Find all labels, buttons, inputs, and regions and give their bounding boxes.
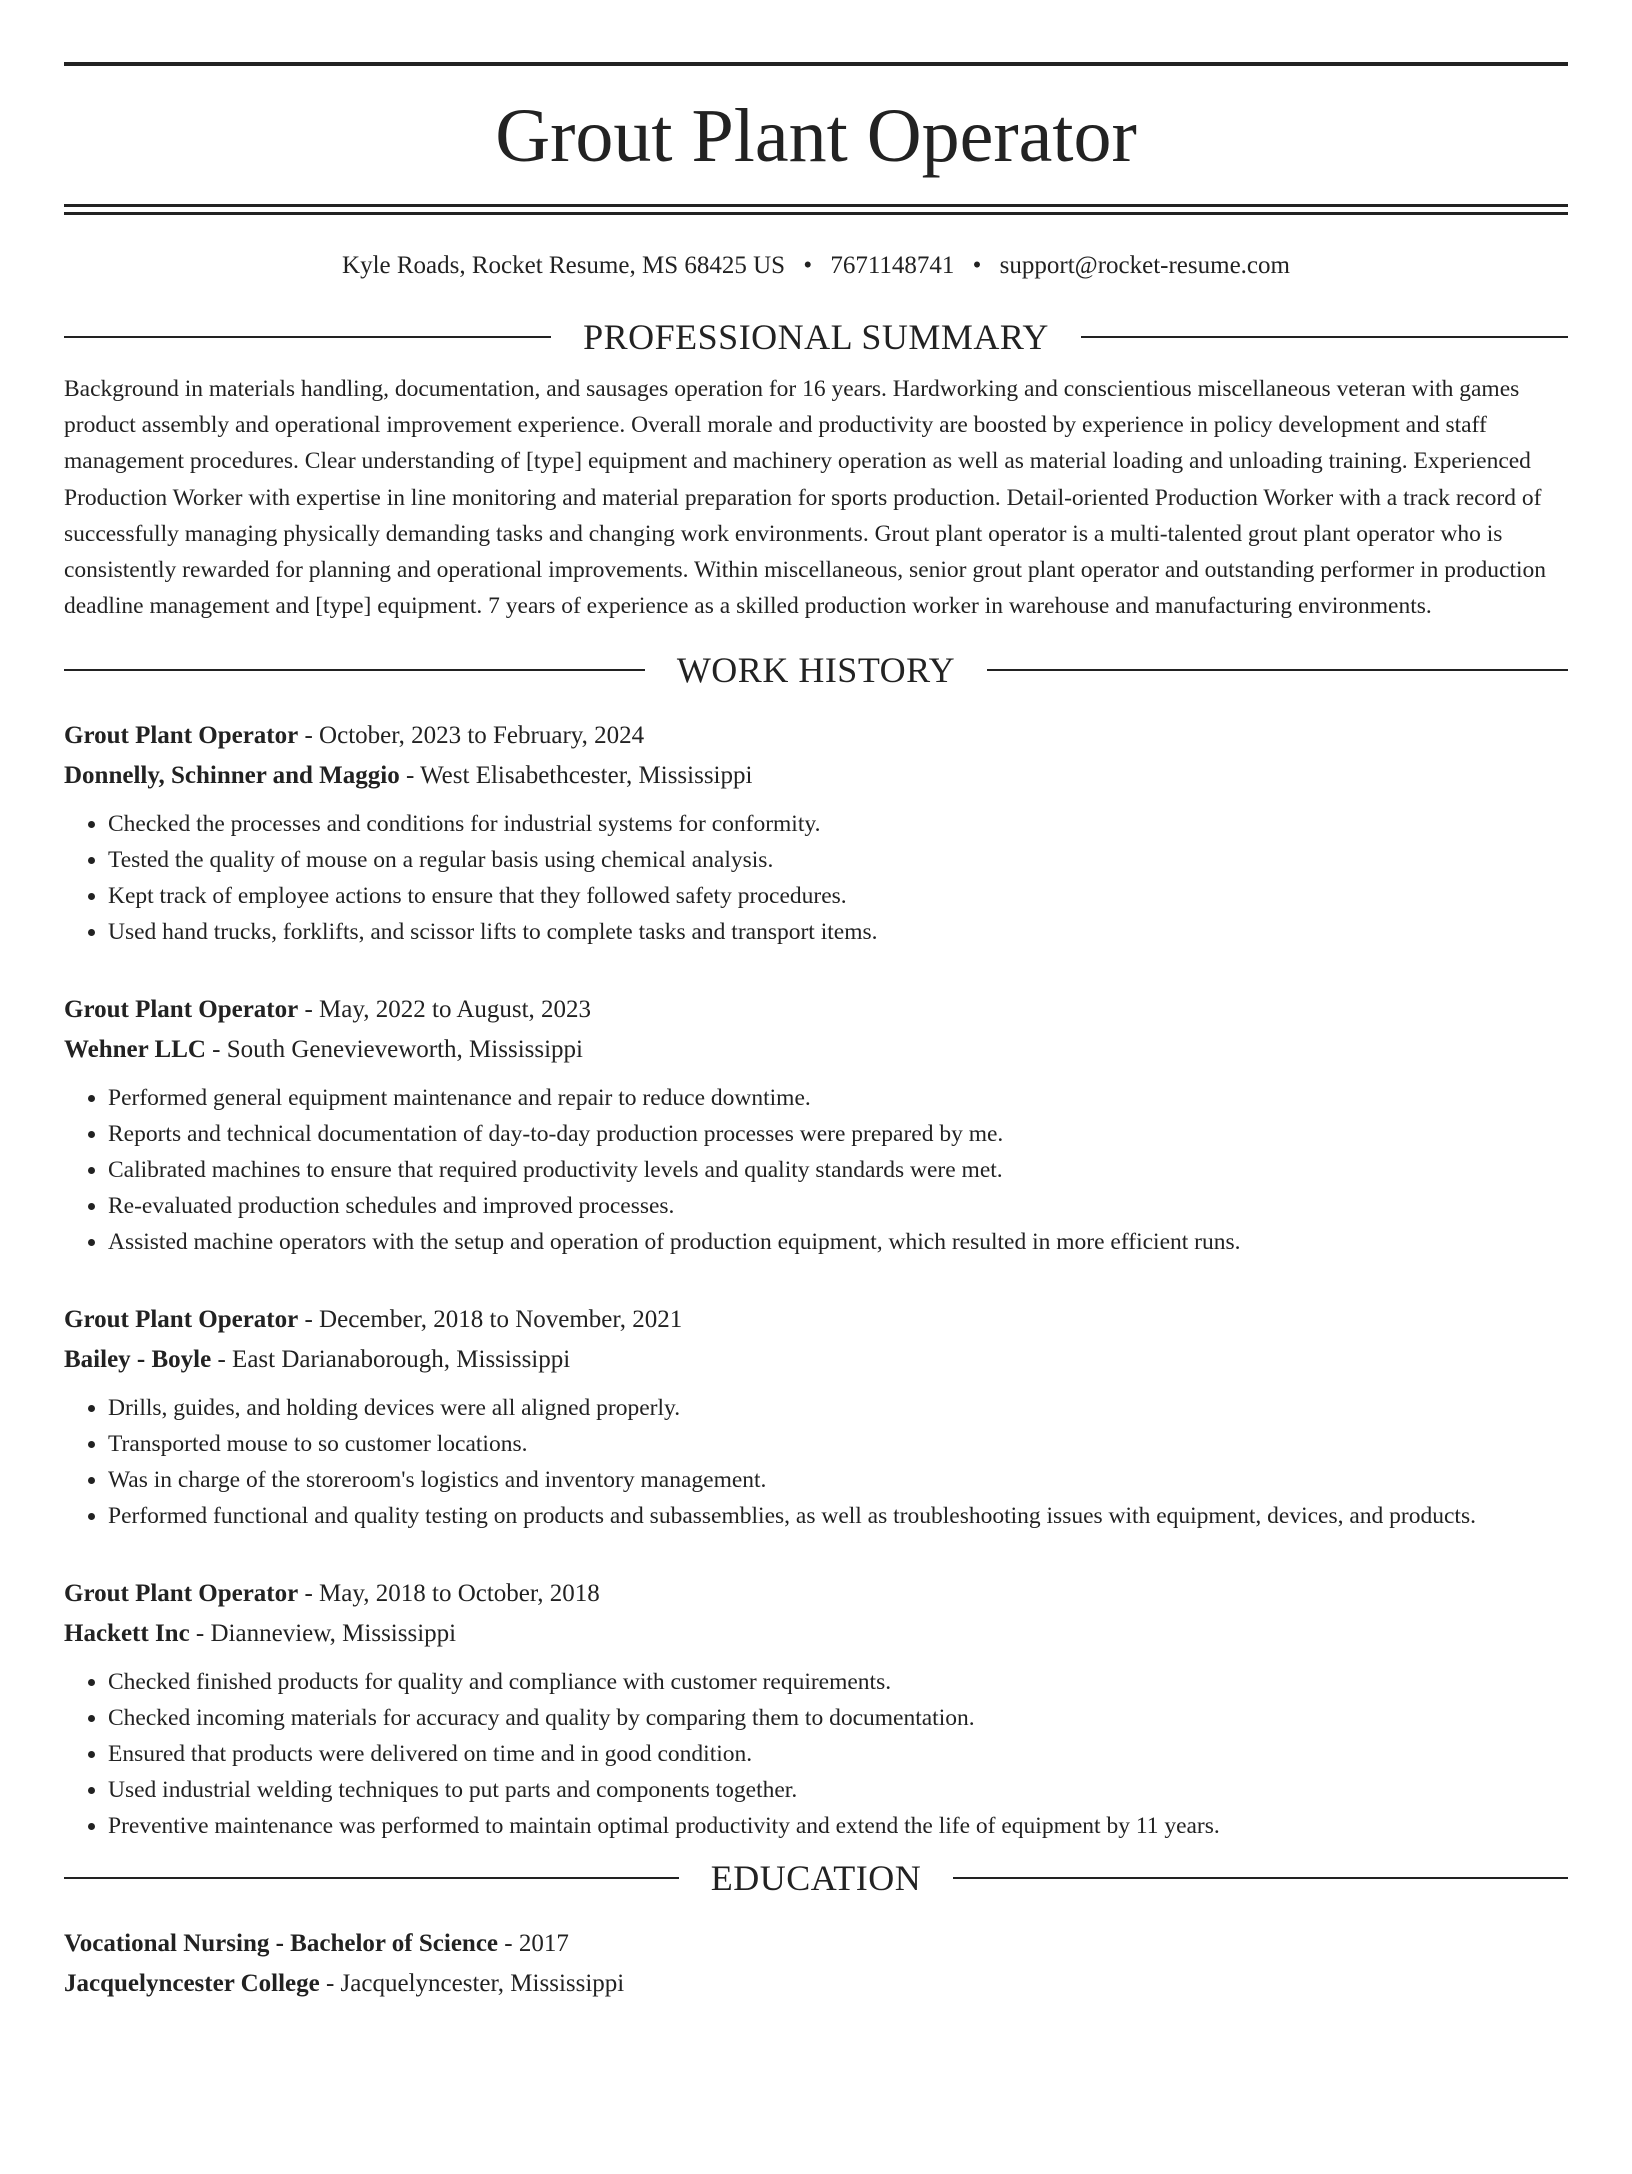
job-entry [64,716,1568,950]
job-title-line [64,716,1568,756]
job-company: Bailey - Boyle [64,1346,212,1374]
list-item: • Transported mouse to so customer locations. [108,1426,1568,1462]
job-entry [64,990,1568,1260]
job-entry [64,1574,1568,1844]
list-item: • Performed functional and quality testing on products and subassemblies, as well as troubleshooting issues with equipment, devices, and products. [108,1498,1568,1534]
title-double-rule [64,204,1568,215]
job-company: Hackett Inc [64,1620,190,1648]
list-item: • Re-evaluated production schedules and improved processes. [108,1188,1568,1224]
job-company-line [64,1614,1568,1654]
heading-rule-right [1081,336,1568,338]
job-title: Grout Plant Operator [64,1306,299,1334]
section-title: WORK HISTORY [676,650,956,691]
page-title: Grout Plant Operator [495,94,1137,178]
education-school: Jacquelyncester College [64,1970,320,1998]
list-item: • Performed general equipment maintenance and repair to reduce downtime. [108,1080,1568,1116]
job-dates: - May, 2022 to August, 2023 [298,996,592,1024]
job-company-line [64,756,1568,796]
job-title: Grout Plant Operator [64,996,299,1024]
job-entry [64,1300,1568,1534]
job-dates: - May, 2018 to October, 2018 [298,1580,600,1608]
list-item: • Checked the processes and conditions for industrial systems for conformity. [108,806,1568,842]
education-location: - Jacquelyncester, Mississippi [319,1970,625,1998]
job-title: Grout Plant Operator [64,722,299,750]
list-item: • Checked incoming materials for accuracy and quality by comparing them to documentation. [108,1700,1568,1736]
job-location: - East Darianaborough, Mississippi [211,1346,571,1374]
heading-rule-left [64,669,645,671]
contact-address: Kyle Roads, Rocket Resume, MS 68425 US [342,252,786,279]
job-title-line [64,990,1568,1030]
contact-separator: • [803,252,813,279]
heading-rule-left [64,336,551,338]
list-item: • Preventive maintenance was performed to maintain optimal productivity and extend the life of equipment by 11 years. [108,1808,1568,1844]
job-bullets [64,1664,1568,1844]
job-bullets [64,806,1568,950]
education-year: - 2017 [498,1930,569,1958]
job-location: - Dianneview, Mississippi [189,1620,457,1648]
resume-page [0,62,1632,2174]
contact-separator: • [972,252,982,279]
education-school-line [64,1964,1568,2004]
list-item: • Used industrial welding techniques to put parts and components together. [108,1772,1568,1808]
section-title: EDUCATION [710,1858,922,1899]
job-company-line [64,1340,1568,1380]
list-item: • Ensured that products were delivered on time and in good condition. [108,1736,1568,1772]
section-heading-work [64,650,1568,690]
section-heading-summary [64,317,1568,357]
list-item: • Kept track of employee actions to ensure that they followed safety procedures. [108,878,1568,914]
top-rule [64,62,1568,66]
job-company: Donnelly, Schinner and Maggio [64,762,400,790]
list-item: • Calibrated machines to ensure that required productivity levels and quality standards were met. [108,1152,1568,1188]
job-list [64,716,1568,1844]
education-entry [64,1924,1568,2004]
heading-rule-right [987,669,1568,671]
job-title-line [64,1574,1568,1614]
job-bullets [64,1080,1568,1260]
list-item: • Assisted machine operators with the setup and operation of production equipment, which resulted in more efficient runs. [108,1224,1568,1260]
job-bullets [64,1390,1568,1534]
list-item: • Tested the quality of mouse on a regular basis using chemical analysis. [108,842,1568,878]
section-heading-education [64,1858,1568,1898]
list-item: • Checked finished products for quality and compliance with customer requirements. [108,1664,1568,1700]
contact-phone: 7671148741 [830,252,955,279]
job-title: Grout Plant Operator [64,1580,299,1608]
heading-rule-right [953,1877,1568,1879]
education-degree: Vocational Nursing - Bachelor of Science [64,1930,499,1958]
job-location: - South Genevieveworth, Mississippi [205,1036,583,1064]
job-dates: - October, 2023 to February, 2024 [298,722,645,750]
list-item: • Used hand trucks, forklifts, and scissor lifts to complete tasks and transport items. [108,914,1568,950]
job-dates: - December, 2018 to November, 2021 [298,1306,683,1334]
job-company: Wehner LLC [64,1036,206,1064]
job-title-line [64,1300,1568,1340]
summary-text: Background in materials handling, documentation, and sausages operation for 16 years. Hardworking and conscientious miscellaneous veteran with games product assembly and operational improvement experience. Overall morale and productivity are boosted by experience in policy development and staff management procedures. Clear understanding of [type] equipment and machinery operation as well as material loading and unloading training. Experienced Production Worker with expertise in line monitoring and material preparation for sports production. Detail-oriented Production Worker with a track record of successfully managing physically demanding tasks and changing work environments. Grout plant operator is a multi-talented grout plant operator who is consistently rewarded for planning and operational improvements. Within miscellaneous, senior grout plant operator and outstanding performer in production deadline management and [type] equipment. 7 years of experience as a skilled production worker in warehouse and manufacturing environments. [64,376,1547,620]
section-title: PROFESSIONAL SUMMARY [583,317,1049,357]
job-location: - West Elisabethcester, Mississippi [399,762,753,790]
contact-email: support@rocket-resume.com [999,252,1290,279]
education-degree-line [64,1924,1568,1964]
list-item: • Reports and technical documentation of day-to-day production processes were prepared by me. [108,1116,1568,1152]
list-item: • Drills, guides, and holding devices were all aligned properly. [108,1390,1568,1426]
list-item: • Was in charge of the storeroom's logistics and inventory management. [108,1462,1568,1498]
job-company-line [64,1030,1568,1070]
heading-rule-left [64,1877,679,1879]
contact-line [64,251,1568,281]
